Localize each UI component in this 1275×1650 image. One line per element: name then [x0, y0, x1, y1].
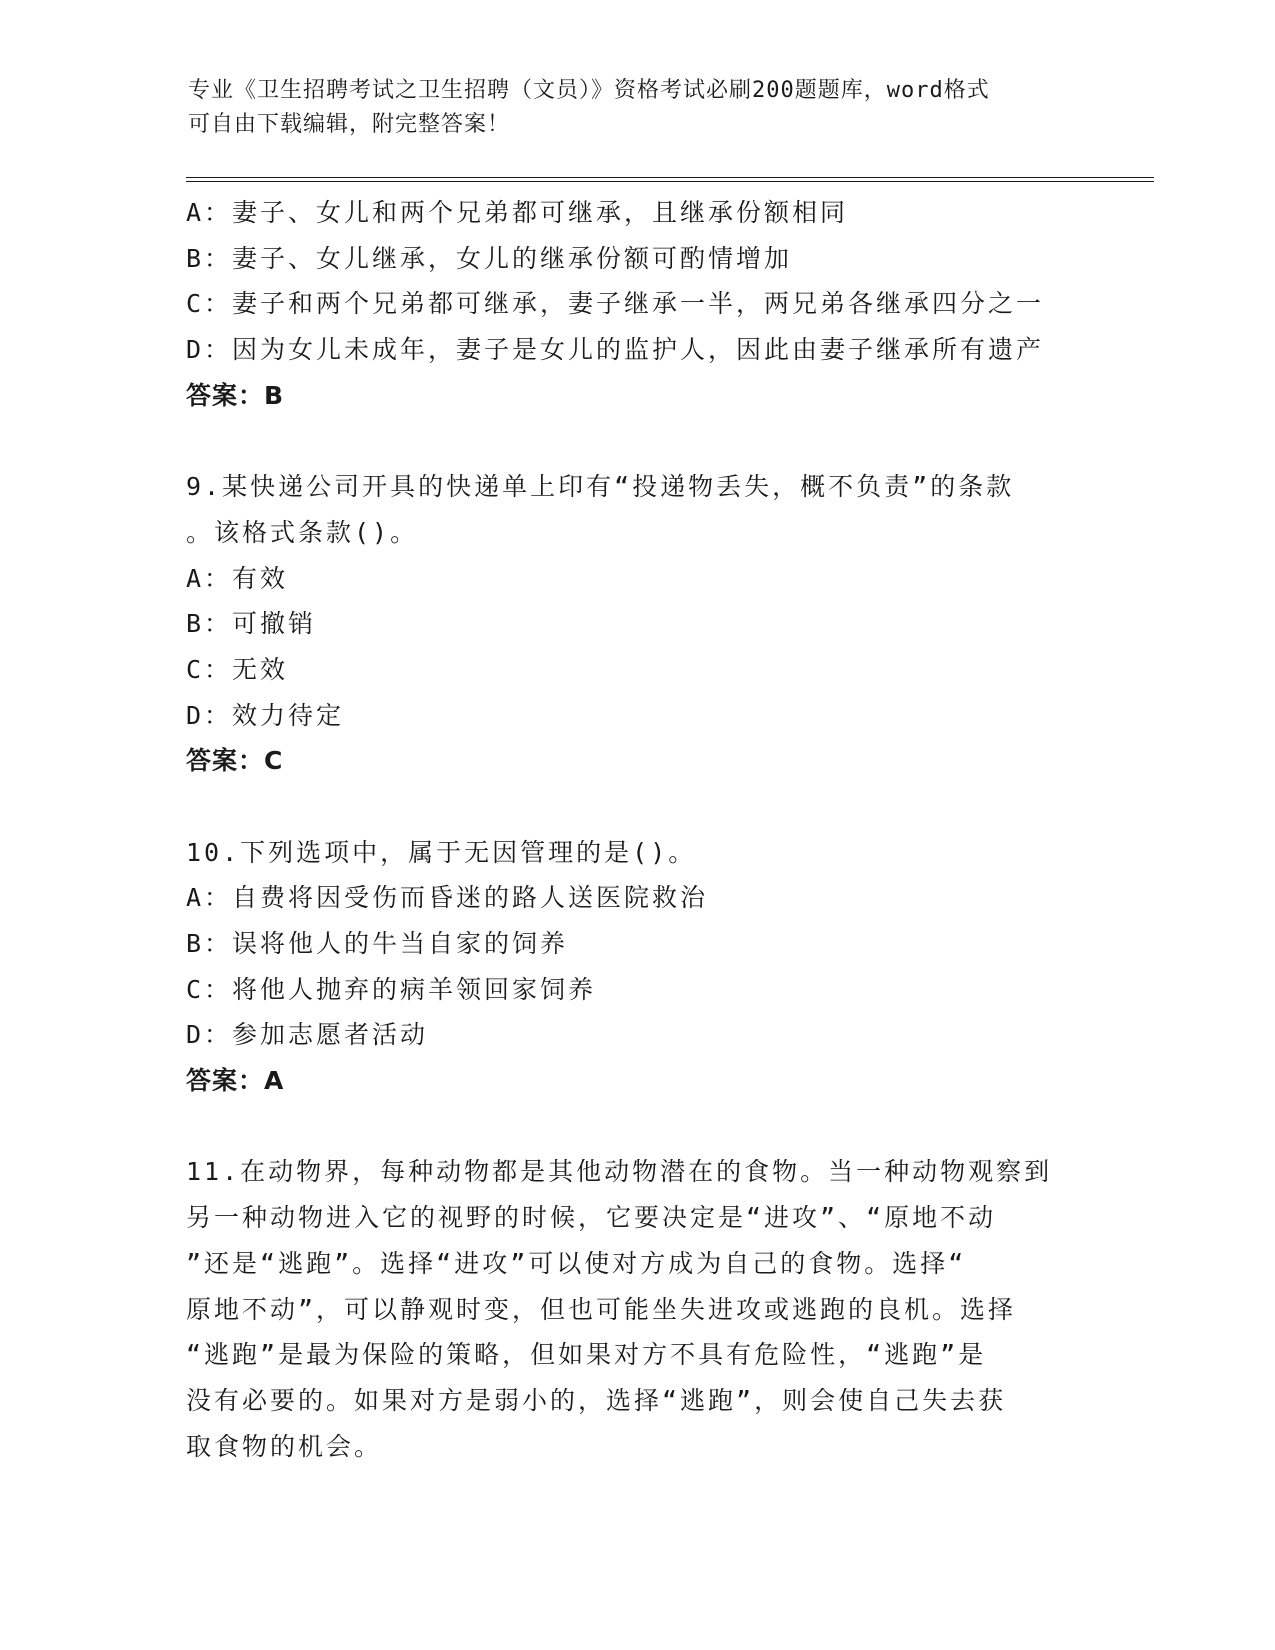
option-a: A：自费将因受伤而昏迷的路人送医院救治	[186, 883, 709, 913]
option-d: D：效力待定	[186, 700, 345, 730]
question-stem-line: 没有必要的。如果对方是弱小的，选择“逃跑”，则会使自己失去获	[186, 1385, 1007, 1415]
answer-line: 答案：B	[186, 380, 285, 410]
question-8	[186, 190, 1086, 418]
option-b: B：可撤销	[186, 609, 317, 639]
question-stem-line: 原地不动”，可以静观时变，但也可能坐失进攻或逃跑的良机。选择	[186, 1294, 1017, 1324]
header-rule-bottom	[186, 181, 1154, 182]
question-stem-line: 10.下列选项中，属于无因管理的是()。	[186, 837, 697, 867]
answer-line: 答案：C	[186, 746, 284, 776]
question-stem-line: 另一种动物进入它的视野的时候，它要决定是“进攻”、“原地不动	[186, 1203, 997, 1233]
spacer	[186, 418, 1086, 464]
option-a: A：有效	[186, 563, 289, 593]
question-stem-line: 9.某快递公司开具的快递单上印有“投递物丢失，概不负责”的条款	[186, 472, 1015, 502]
header-line-2: 可自由下载编辑，附完整答案！	[188, 112, 511, 137]
document-header	[188, 74, 1068, 142]
header-rule-top	[186, 177, 1154, 178]
question-9	[186, 464, 1086, 784]
question-stem-line: 。该格式条款()。	[186, 517, 419, 547]
answer-line: 答案：A	[186, 1066, 285, 1096]
option-d: D：因为女儿未成年，妻子是女儿的监护人，因此由妻子继承所有遗产	[186, 335, 1045, 365]
question-stem-line: 取食物的机会。	[186, 1431, 383, 1461]
document-body	[186, 190, 1086, 1469]
option-d: D：参加志愿者活动	[186, 1020, 429, 1050]
spacer	[186, 784, 1086, 830]
option-c: C：妻子和两个兄弟都可继承，妻子继承一半，两兄弟各继承四分之一	[186, 289, 1045, 319]
option-c: C：将他人抛弃的病羊领回家饲养	[186, 974, 597, 1004]
question-stem-line: ”还是“逃跑”。选择“进攻”可以使对方成为自己的食物。选择“	[186, 1248, 967, 1278]
question-stem-line: 11.在动物界，每种动物都是其他动物潜在的食物。当一种动物观察到	[186, 1157, 1053, 1187]
question-10	[186, 830, 1086, 1104]
question-11	[186, 1149, 1086, 1469]
option-c: C：无效	[186, 654, 289, 684]
spacer	[186, 1104, 1086, 1150]
option-b: B：误将他人的牛当自家的饲养	[186, 929, 569, 958]
header-line-1: 专业《卫生招聘考试之卫生招聘（文员）》资格考试必刷200题题库，word格式	[188, 78, 990, 103]
option-b: B：妻子、女儿继承，女儿的继承份额可酌情增加	[186, 243, 793, 273]
question-stem-line: “逃跑”是最为保险的策略，但如果对方不具有危险性，“逃跑”是	[186, 1340, 987, 1370]
option-a: A：妻子、女儿和两个兄弟都可继承，且继承份额相同	[186, 198, 849, 227]
